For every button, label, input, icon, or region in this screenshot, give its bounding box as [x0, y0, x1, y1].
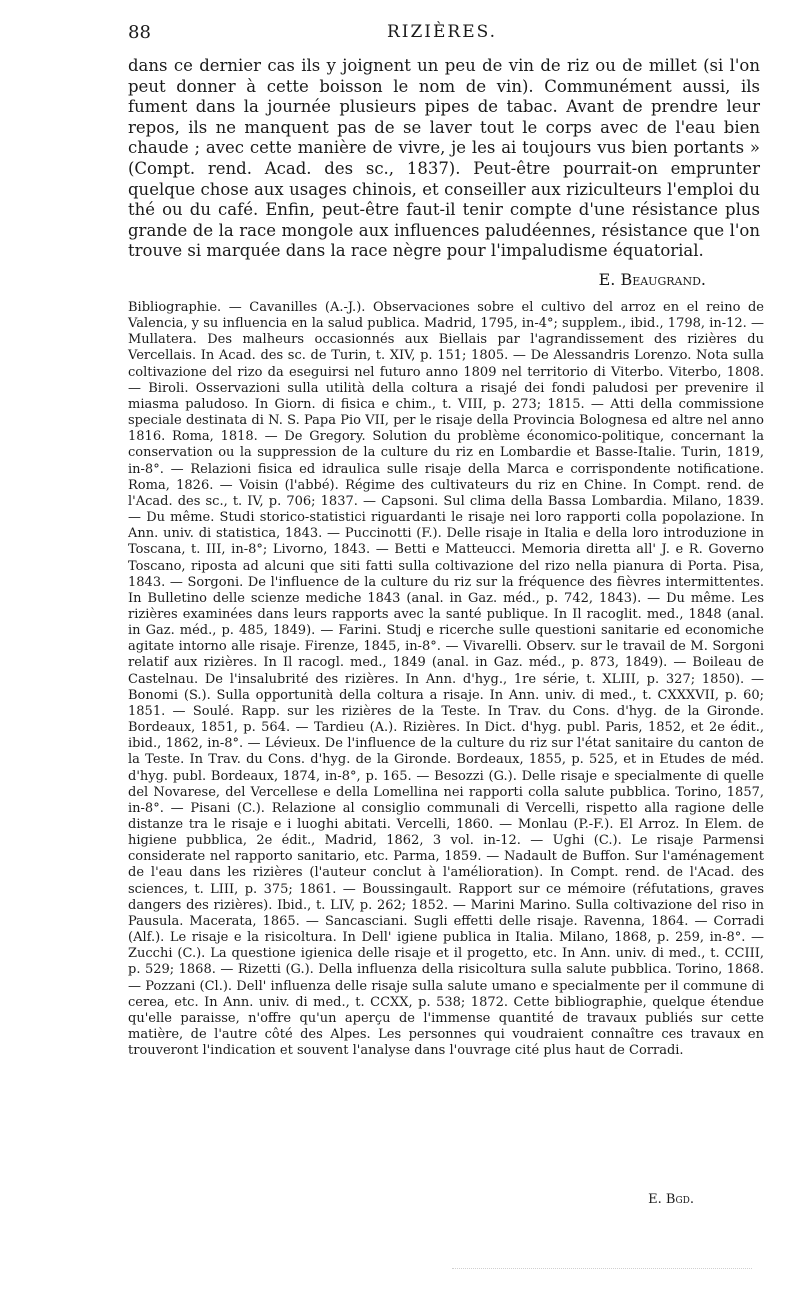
running-title: RIZIÈRES.: [386, 22, 498, 42]
bibliography-paragraph: Bibliographie. — Cavanilles (A.-J.). Observaciones sobre el cultivo del arroz en el reino de Valencia, y su influencia en la salud publica. Madrid, 1795, in-4°; supplem., ibid., 1798, in-12. — Mullatera. Des malheurs occasionnés aux Biellais par l'agrandissement des rizières du Vercellais. In Acad. des sc. de Turin, t. XIV, p. 151; 1805. — De Alessandris Lorenzo. Nota sulla coltivazione del rizo da eseguirsi nel futuro anno 1809 nel territorio di Viterbo. Viterbo, 1808. — Biroli. Osservazioni sulla utilità della coltura a risajé dei fondi paludosi per prevenire il miasma paludoso. In Giorn. di fisica e chim., t. VIII, p. 273; 1815. — Atti della commissione speciale destinata di N. S. Papa Pio VII, per le risaje della Provincia Bolognesa ed altre nel anno 1816. Roma, 1818. — De Gregory. Solution du problème économico-politique, concernant la conservation ou la suppression de la culture du riz en Lombardie et Basse-Italie. Turin, 1819, in-8°. — Relazioni fisica ed idraulica sulle risaje della Marca e corrispondente notificatione. Roma, 1826. — Voisin (l'abbé). Régime des cultivateurs du riz en Chine. In Compt. rend. de l'Acad. des sc., t. IV, p. 706; 1837. — Capsoni. Sul clima della Bassa Lombardia. Milano, 1839. — Du même. Studi storico-statistici riguardanti le risaje nei loro rapporti colla popolazione. In Ann. univ. di statistica, 1843. — Puccinotti (F.). Delle risaje in Italia e della loro introduzione in Toscana, t. III, in-8°; Livorno, 1843. — Betti e Matteucci. Memoria diretta all' J. e R. Governo Toscano, riposta ad alcuni que siti fatti sulla coltivazione del rizo nella pianura di Porta. Pisa, 1843. — Sorgoni. De l'influence de la culture du riz sur la fréquence des fièvres intermittentes. In Bulletino delle scienze mediche 1843 (anal. in Gaz. méd., p. 742, 1843). — Du même. Les rizières examinées dans leurs rapports avec la santé publique. In Il racoglit. med., 1848 (anal. in Gaz. méd., p. 485, 1849). — Farini. Studj e ricerche sulle questioni sanitarie ed economiche agitate intorno alle risaje. Firenze, 1845, in-8°. — Vivarelli. Observ. sur le travail de M. Sorgoni relatif aux rizières. In Il racogl. med., 1849 (anal. in Gaz. méd., p. 873, 1849). — Boileau de Castelnau. De l'insalubrité des rizières. In Ann. d'hyg., 1re série, t. XLIII, p. 327; 1850). — Bonomi (S.). Sulla opportunità della coltura a risaje. In Ann. univ. di med., t. CXXXVII, p. 60; 1851. — Soulé. Rapp. sur les rizières de la Teste. In Trav. du Cons. d'hyg. de la Gironde. Bordeaux, 1851, p. 564. — Tardieu (A.). Rizières. In Dict. d'hyg. publ. Paris, 1852, et 2e édit., ibid., 1862, in-8°. — Lévieux. De l'influence de la culture du riz sur l'état sanitaire du canton de la Teste. In Trav. du Cons. d'hyg. de la Gironde. Bordeaux, 1855, p. 525, et in Etudes de méd. d'hyg. publ. Bordeaux, 1874, in-8°, p. 165. — Besozzi (G.). Delle risaje e specialmente di quelle del Novarese, del Vercellese e della Lomellina nei rapporti colla salute pubblica. Torino, 1857, in-8°. — Pisani (C.). Relazione al consiglio communali di Vercelli, rispetto alla ragione delle distanze tra le risaje e i luoghi abitati. Vercelli, 1860. — Monlau (P.-F.). El Arroz. In Elem. de higiene pubblica, 2e édit., Madrid, 1862, 3 vol. in-12. — Ughi (C.). Le risaje Parmensi considerate nel rapporto sanitario, etc. Parma, 1859. — Nadault de Buffon. Sur l'aménagement de l'eau dans les rizières (l'auteur conclut à l'amélioration). In Compt. rend. de l'Acad. des sciences, t. LIII, p. 375; 1861. — Boussingault. Rapport sur ce mémoire (réfutations, graves dangers des rizières). Ibid., t. LIV, p. 262; 1852. — Marini Marino. Sulla coltivazione del riso in Pausula. Macerata, 1865. — Sancasciani. Sugli effetti delle risaje. Ravenna, 1864. — Corradi (Alf.). Le risaje e la risicoltura. In Dell' igiene publica in Italia. Milano, 1868, p. 259, in-8°. — Zucchi (C.). La questione igienica delle risaje et il progetto, etc. In Ann. univ. di med., t. CCIII, p. 529; 1868. — Rizetti (G.). Della influenza della risicoltura sulla salute pubblica. Torino, 1868. — Pozzani (Cl.). Dell' influenza delle risaje sulla salute umano e specialmente per il commune di cerea, etc. In Ann. univ. di med., t. CCXX, p. 538; 1872. Cette bibliographie, quelque étendue qu'elle paraisse, n'offre qu'un aperçu de l'immense quantité de travaux publiés sur cette matière, de l'autre côté des Alpes. Les personnes qui voudraient connaître ces travaux en trouveront l'indication et souvent l'analyse dans l'ouvrage cité plus haut de Corradi.: [128, 300, 764, 1059]
page-header: [128, 22, 756, 48]
bibliography-signature: E. Bgd.: [648, 1192, 694, 1207]
faint-footer-line: [452, 1268, 752, 1273]
body-paragraph: dans ce dernier cas ils y joignent un peu de vin de riz ou de millet (si l'on peut donner à cette boisson le nom de vin). Communément aussi, ils fument dans la journée plusieurs pipes de tabac. Avant de prendre leur repos, ils ne manquent pas de se laver tout le corps avec de l'eau bien chaude ; avec cette manière de vivre, je les ai toujours vus bien portants » (Compt. rend. Acad. des sc., 1837). Peut-être pourrait-on emprunter quelque chose aux usages chinois, et conseiller aux riziculteurs l'emploi du thé ou du café. Enfin, peut-être faut-il tenir compte d'une résistance plus grande de la race mongole aux influences paludéennes, résistance que l'on trouve si marquée dans la race nègre pour l'impaludisme équatorial.: [128, 56, 760, 261]
page-number: 88: [128, 22, 151, 43]
author-signature: E. Beaugrand.: [598, 270, 706, 289]
